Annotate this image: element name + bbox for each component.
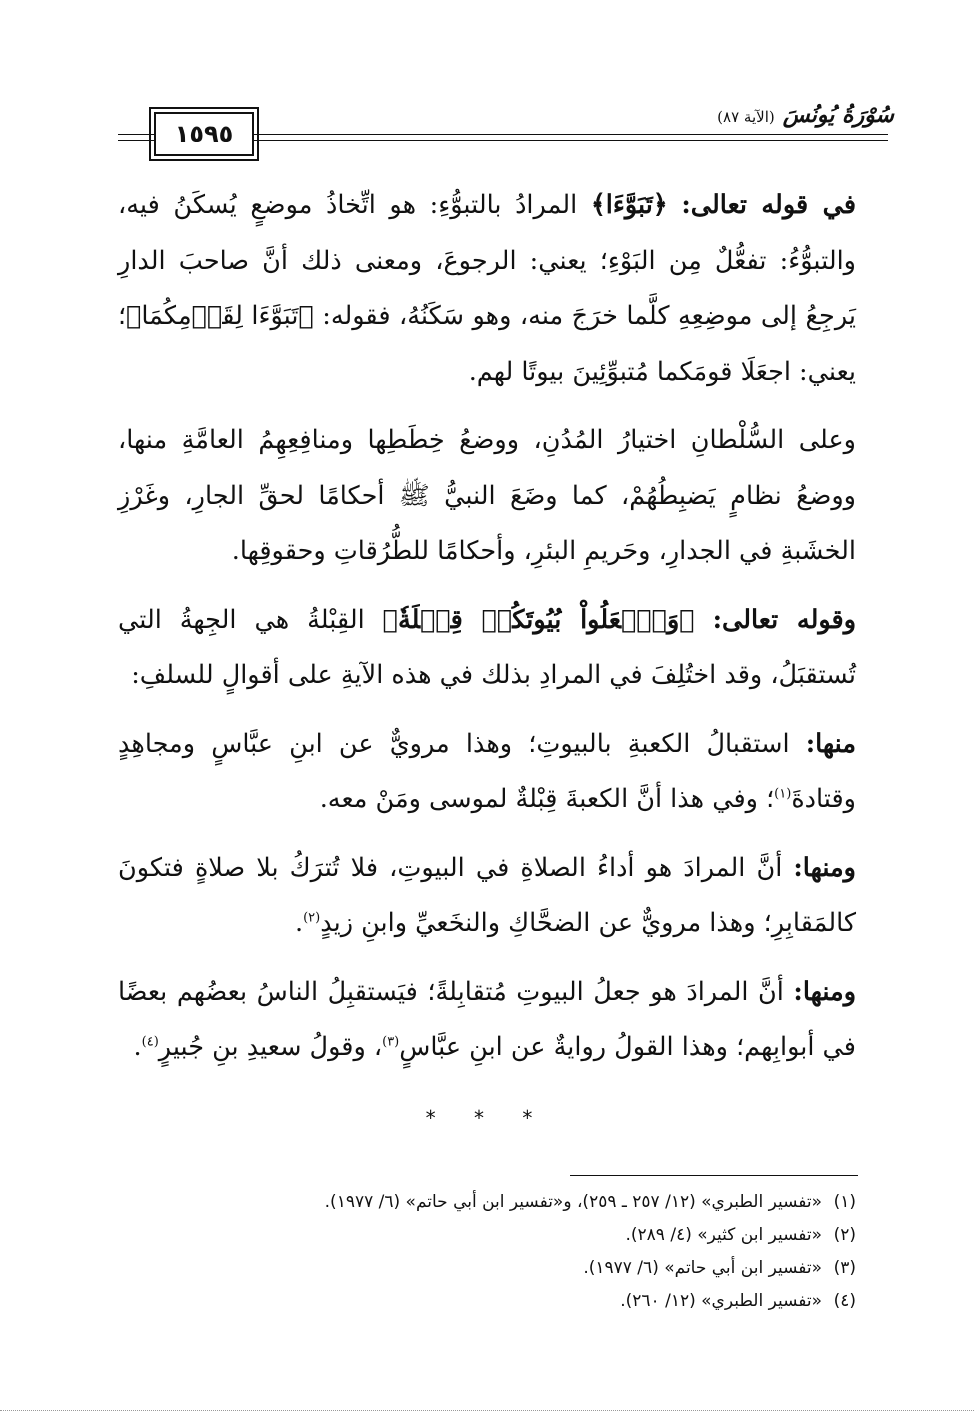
footnote-text: «تفسير ابن أبي حاتم» (٦/ ١٩٧٧). bbox=[583, 1258, 822, 1278]
footnote bbox=[118, 1186, 856, 1219]
section-separator: * * * bbox=[425, 1106, 549, 1130]
paragraph-text: أنَّ المرادَ هو أداءُ الصلاةِ في البيوتِ، فلا تُترَكُ بلا صلاةٍ فتكونَ كالمَقابِرِ؛ وهذا مرويٌّ عن الضحَّاكِ والنخَعيِّ وابنِ زيدٍ bbox=[118, 852, 856, 938]
footnote bbox=[118, 1285, 856, 1318]
ayah-reference: (الآية ٨٧) bbox=[717, 108, 775, 126]
main-text bbox=[118, 178, 856, 1076]
footnote bbox=[118, 1219, 856, 1252]
paragraph-tail: . bbox=[133, 1032, 142, 1062]
footnote-marker[interactable]: (٢) bbox=[303, 910, 321, 926]
paragraph-text: أنَّ المرادَ هو جعلُ البيوتِ مُتقابِلةً؛ فيَستقبِلُ الناسُ بعضُهم بعضًا في أبوابِهم؛ وهذا القولُ روايةٌ عن ابنِ عبَّاسٍ bbox=[118, 976, 856, 1062]
paragraph-lead: وقوله تعالى: bbox=[712, 604, 857, 635]
footnote-number: (١) bbox=[833, 1192, 856, 1212]
paragraph-text: المرادُ بالتبوُّءِ: هو اتِّخاذُ موضعٍ يُسكَنُ فيه، والتبوُّءُ: تفعُّلٌ مِن البَوْءِ؛ يعني: الرجوعَ، ومعنى ذلك أنَّ صاحبَ الدارِ يَرجِعُ إلى موضِعِهِ كلَّما خرَجَ منه، وهو سَكَنُهُ، فقوله: ﴿تَبَوَّءَا لِقَوۡمِكُمَا﴾؛ يعني: اجعَلَا قومَكما مُتبوِّئِينَ بيوتًا لهم. bbox=[118, 190, 856, 387]
paragraph-text: استقبالُ الكعبةِ بالبيوتِ؛ وهذا مرويٌّ عن ابنِ عبَّاسٍ ومجاهِدٍ وقتادةَ bbox=[118, 728, 856, 814]
footnote-number: (٤) bbox=[833, 1291, 856, 1311]
paragraph-tail: ، وقولُ سعيدِ بنِ جُبيرٍ bbox=[158, 1032, 383, 1062]
paragraph-lead: في قوله تعالى: bbox=[681, 190, 857, 220]
footnote-marker[interactable]: (٤) bbox=[141, 1034, 159, 1050]
paragraph bbox=[118, 178, 856, 400]
footnote-text: «تفسير الطبري» (١٢/ ٢٦٠). bbox=[620, 1291, 822, 1311]
footnote-text: «تفسير ابن كثير» (٤/ ٢٨٩). bbox=[625, 1225, 822, 1245]
quran-quote: ﴿وَٱجۡعَلُواْ بُيُوتَكُمۡ قِبۡلَةٗ﴾ bbox=[382, 604, 695, 635]
page-header bbox=[118, 98, 894, 158]
paragraph bbox=[118, 717, 856, 828]
page-number: ١٥٩٥ bbox=[154, 112, 254, 156]
running-title bbox=[707, 102, 894, 128]
paragraph-tail: ؛ وفي هذا أنَّ الكعبةَ قِبْلةٌ لموسى ومَنْ معه. bbox=[319, 784, 775, 814]
footnote-marker[interactable]: (٣) bbox=[382, 1034, 400, 1050]
paragraph-lead: منها: bbox=[805, 728, 856, 759]
footnotes bbox=[118, 1186, 856, 1318]
footnote-marker[interactable]: (١) bbox=[774, 786, 792, 802]
paragraph-lead: ومنها: bbox=[793, 852, 856, 883]
footnote-text: «تفسير الطبري» (١٢/ ٢٥٧ ـ ٢٥٩)، و«تفسير ابن أبي حاتم» (٦/ ١٩٧٧). bbox=[324, 1192, 822, 1212]
paragraph-lead: ومنها: bbox=[793, 976, 857, 1007]
paragraph bbox=[118, 965, 856, 1076]
paragraph bbox=[118, 841, 856, 952]
paragraph-text: القِبْلةُ هي الجِهةُ التي تُستقبَلُ، وقد اختُلِفَ في المرادِ بذلك في هذه الآيةِ على أقوالٍ للسلفِ: bbox=[118, 604, 856, 690]
footnote-rule bbox=[570, 1175, 858, 1176]
quran-quote: ﴿تَبَوَّءَا﴾ bbox=[590, 190, 668, 220]
footnote bbox=[118, 1252, 856, 1285]
paragraph bbox=[118, 413, 856, 580]
footnote-number: (٣) bbox=[833, 1258, 856, 1278]
surah-name: سُوْرَةُ يُونُسَ bbox=[782, 102, 894, 128]
scan-edge-noise bbox=[0, 1410, 974, 1411]
paragraph-tail: . bbox=[294, 908, 304, 938]
footnote-number: (٢) bbox=[833, 1225, 856, 1245]
paragraph-text: وعلى السُّلْطانِ اختيارُ المُدُنِ، ووضعُ خِطَطِها ومنافِعِهِمُ العامَّةِ منها، ووضعُ نظامٍ يَضبِطُهُمْ، كما وضَعَ النبيُّ ﷺ أحكامًا لحقِّ الجارِ، وغَرْزِ الخشَبةِ في الجدارِ، وحَريمِ البئرِ، وأحكامًا للطُّرُقاتِ وحقوقِها. bbox=[118, 425, 856, 566]
paragraph bbox=[118, 593, 856, 704]
